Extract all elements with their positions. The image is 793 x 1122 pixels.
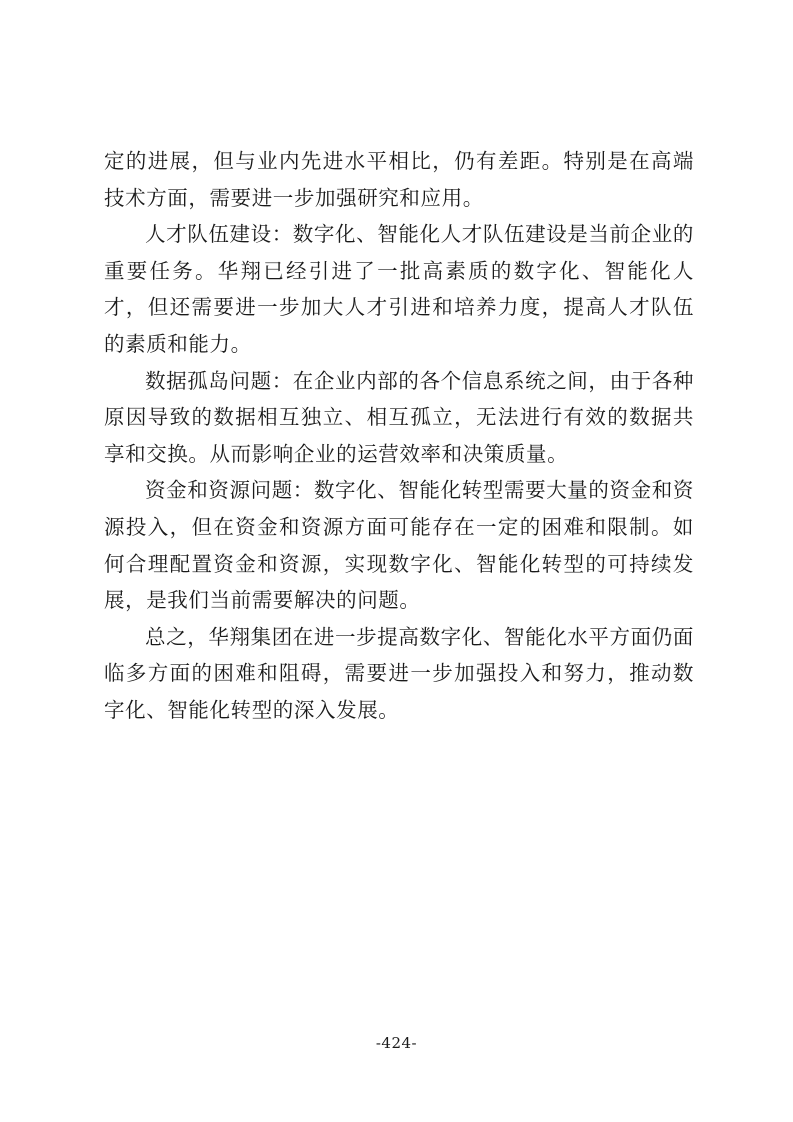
paragraph-continuation: 定的进展，但与业内先进水平相比，仍有差距。特别是在高端技术方面，需要进一步加强研究和应用。 <box>104 149 694 210</box>
body-text <box>104 143 694 729</box>
paragraph-talent-team: 人才队伍建设：数字化、智能化人才队伍建设是当前企业的重要任务。华翔已经引进了一批高素质的数字化、智能化人才，但还需要进一步加大人才引进和培养力度，提高人才队伍的素质和能力。 <box>104 222 694 356</box>
paragraph-funding-resources: 资金和资源问题：数字化、智能化转型需要大量的资金和资源投入，但在资金和资源方面可能存在一定的困难和限制。如何合理配置资金和资源，实现数字化、智能化转型的可持续发展，是我们当前需要解决的问题。 <box>104 478 694 613</box>
page-number: -424- <box>375 1034 418 1052</box>
paragraph-data-silo: 数据孤岛问题：在企业内部的各个信息系统之间，由于各种原因导致的数据相互独立、相互孤立，无法进行有效的数据共享和交换。从而影响企业的运营效率和决策质量。 <box>104 368 694 466</box>
paragraph-conclusion: 总之，华翔集团在进一步提高数字化、智能化水平方面仍面临多方面的困难和阻碍，需要进一步加强投入和努力，推动数字化、智能化转型的深入发展。 <box>104 624 694 722</box>
